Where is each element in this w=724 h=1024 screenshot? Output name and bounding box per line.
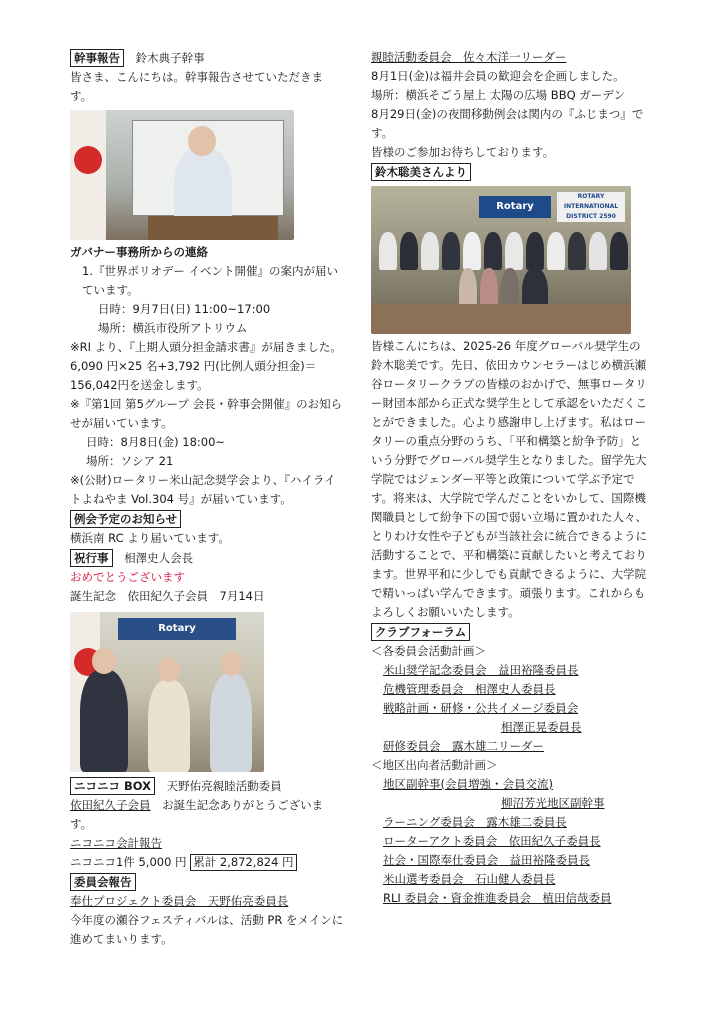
celebration-header: [70, 548, 345, 568]
district-item-5: 米山選考委員会 石山健人委員長: [383, 872, 556, 886]
right-column: [371, 48, 649, 908]
club-forum-title: クラブフォーラム: [371, 623, 470, 641]
woman-figure: [148, 680, 190, 772]
meeting-notice-title: 例会予定のお知らせ: [70, 510, 181, 528]
left-column: [70, 48, 345, 949]
nikoniko-report-title: ニコニコ会計報告: [70, 836, 162, 850]
district-item-1b: 柳沼芳光地区副幹事: [501, 796, 605, 810]
nikoniko-member: 依田紀久子会員: [70, 798, 151, 812]
woman2-head: [220, 652, 242, 676]
forum-committee-3: 戦略計画・研修・公共イメージ委員会: [383, 701, 579, 715]
district-banner: ROTARY INTERNATIONAL DISTRICT 2590: [557, 192, 625, 222]
japan-flag-icon: [70, 110, 106, 240]
fellowship-line-3: 8月29日(金)の夜間移動例会は関内の『ふじまつ』です。: [371, 107, 644, 140]
governor-item-4: ※(公財)ロータリー米山記念奨学会より、『ハイライトよねやま Vol.304 号』が届いています。: [70, 473, 336, 506]
forum-committee-3b: 相澤正晃委員長: [501, 720, 582, 734]
secretary-photo: [70, 110, 294, 240]
birthday-photo: [70, 612, 264, 772]
scholar-title: 鈴木聡美さんより: [371, 163, 471, 181]
committee-plans-heading: ＜各委員会活動計画＞: [371, 644, 486, 658]
nikoniko-count: ニコニコ1件 5,000 円: [70, 855, 187, 869]
district-plans-heading: ＜地区出向者活動計画＞: [371, 758, 498, 772]
nikoniko-title: ニコニコ BOX: [70, 777, 155, 795]
fellowship-line-2: 場所：横浜そごう屋上 太陽の広場 BBQ ガーデン: [371, 88, 626, 102]
forum-committee-4: 研修委員会 露木雄二リーダー: [383, 739, 544, 753]
district-item-2: ラーニング委員会 露木雄二委員長: [383, 815, 567, 829]
fellowship-title: 親睦活動委員会 佐々木洋一リーダー: [371, 50, 567, 64]
speaker-head: [188, 126, 216, 156]
back-row: [379, 232, 628, 270]
nikoniko-totals: [70, 853, 345, 872]
district-item-4: 社会・国際奉仕委員会 益田裕隆委員長: [383, 853, 590, 867]
man-figure: [80, 670, 128, 772]
nikoniko-name: 天野佑亮親睦活動委員: [166, 779, 282, 793]
fellowship-line-4: 皆様のご参加お待ちしております。: [371, 145, 555, 159]
secretary-report-header: [70, 48, 345, 68]
committee-report-title: 委員会報告: [70, 873, 136, 891]
nikoniko-total: 累計 2,872,824 円: [190, 854, 296, 871]
secretary-greeting: 皆さま、こんにちは。幹事報告させていただきます。: [70, 70, 323, 103]
woman-head: [158, 658, 180, 682]
governor-item-3: ※『第1回 第5グループ 会長・幹事会開催』のお知らせが届いています。: [70, 397, 343, 430]
secretary-report-title: 幹事報告: [70, 49, 124, 67]
district-item-1: 地区副幹事(会員増強・会員交流): [383, 777, 553, 791]
table: [371, 304, 631, 334]
governor-item-3-place: 場所：ソシア 21: [86, 454, 174, 468]
forum-committee-2: 危機管理委員会 相澤史人委員長: [383, 682, 556, 696]
governor-item-3-date: 日時：8月8日(金) 18:00~: [86, 435, 226, 449]
meeting-notice-text: 横浜南 RC より届いています。: [70, 531, 230, 545]
nikoniko-message: お誕生記念ありがとうございます。: [70, 798, 324, 831]
congratulations-text: おめでとうございます: [70, 570, 185, 584]
committee-report-text: 今年度の瀬谷フェスティバルは、活動 PR をメインに進めてまいります。: [70, 913, 344, 946]
governor-item-2-calc: 6,090 円×25 名+3,792 円(比例人頭分担金)＝156,042円を送金します。: [70, 359, 317, 392]
district-item-3: ローターアクト委員会 依田紀久子委員長: [383, 834, 601, 848]
governor-office-title: ガバナー事務所からの連絡: [70, 245, 208, 259]
birthday-text: 誕生記念 依田紀久子会員 7月14日: [70, 589, 265, 603]
secretary-name: 鈴木典子幹事: [135, 51, 205, 65]
rotary-banner-2: Rotary: [479, 196, 551, 218]
woman2-figure: [210, 674, 252, 772]
man-head: [92, 648, 116, 674]
governor-item-1: 1.『世界ポリオデー イベント開催』の案内が届いています。: [82, 264, 339, 297]
district-item-6: RLI 委員会・資金推進委員会 植田信哉委員: [383, 891, 612, 905]
celebration-name: 相澤史人会長: [124, 551, 194, 565]
nikoniko-header: [70, 776, 345, 796]
fellowship-line-1: 8月1日(金)は福井会員の歓迎会を企画しました。: [371, 69, 625, 83]
committee-report-sub: 奉仕プロジェクト委員会 天野佑亮委員長: [70, 894, 289, 908]
podium: [148, 216, 278, 240]
scholar-text: 皆様こんにちは、2025-26 年度グローバル奨学生の鈴木聡美です。先日、依田カウンセラーはじめ横浜瀬谷ロータリークラブの皆様のおかげで、無事ロータリー財団本部から正式な奨学生として承認をいただくことができました。心より感謝申し上げます。私はロータリーの重点分野のうち、「平和構築と紛争予防」という分野でグローバル奨学生となりました。留学先大学院ではジェンダー平等と政策について学ぶ予定です。将来は、大学院で学んだことをいかして、国際機関職員として紛争下の国で弱い立場に置かれた人々、とりわけ女性や子どもが当該社会に統合できるように活動することで、平和構築に貢献したいと考えております。世界平和に少しでも貢献できるように、大学院で精いっぱい学んできます。頑張ります。これからもよろしくお願いいたします。: [371, 339, 647, 619]
nikoniko-message-line: [70, 796, 345, 834]
governor-item-1-date: 日時：9月7日(日) 11:00~17:00: [98, 302, 271, 316]
governor-item-1-place: 場所：横浜市役所アトリウム: [98, 321, 248, 335]
governor-item-2: ※RI より、『上期人頭分担金請求書』が届きました。: [70, 340, 342, 354]
celebration-title: 祝行事: [70, 549, 113, 567]
rotary-banner: Rotary: [118, 618, 236, 640]
forum-committee-1: 米山奨学記念委員会 益田裕隆委員長: [383, 663, 579, 677]
group-photo: [371, 186, 631, 334]
